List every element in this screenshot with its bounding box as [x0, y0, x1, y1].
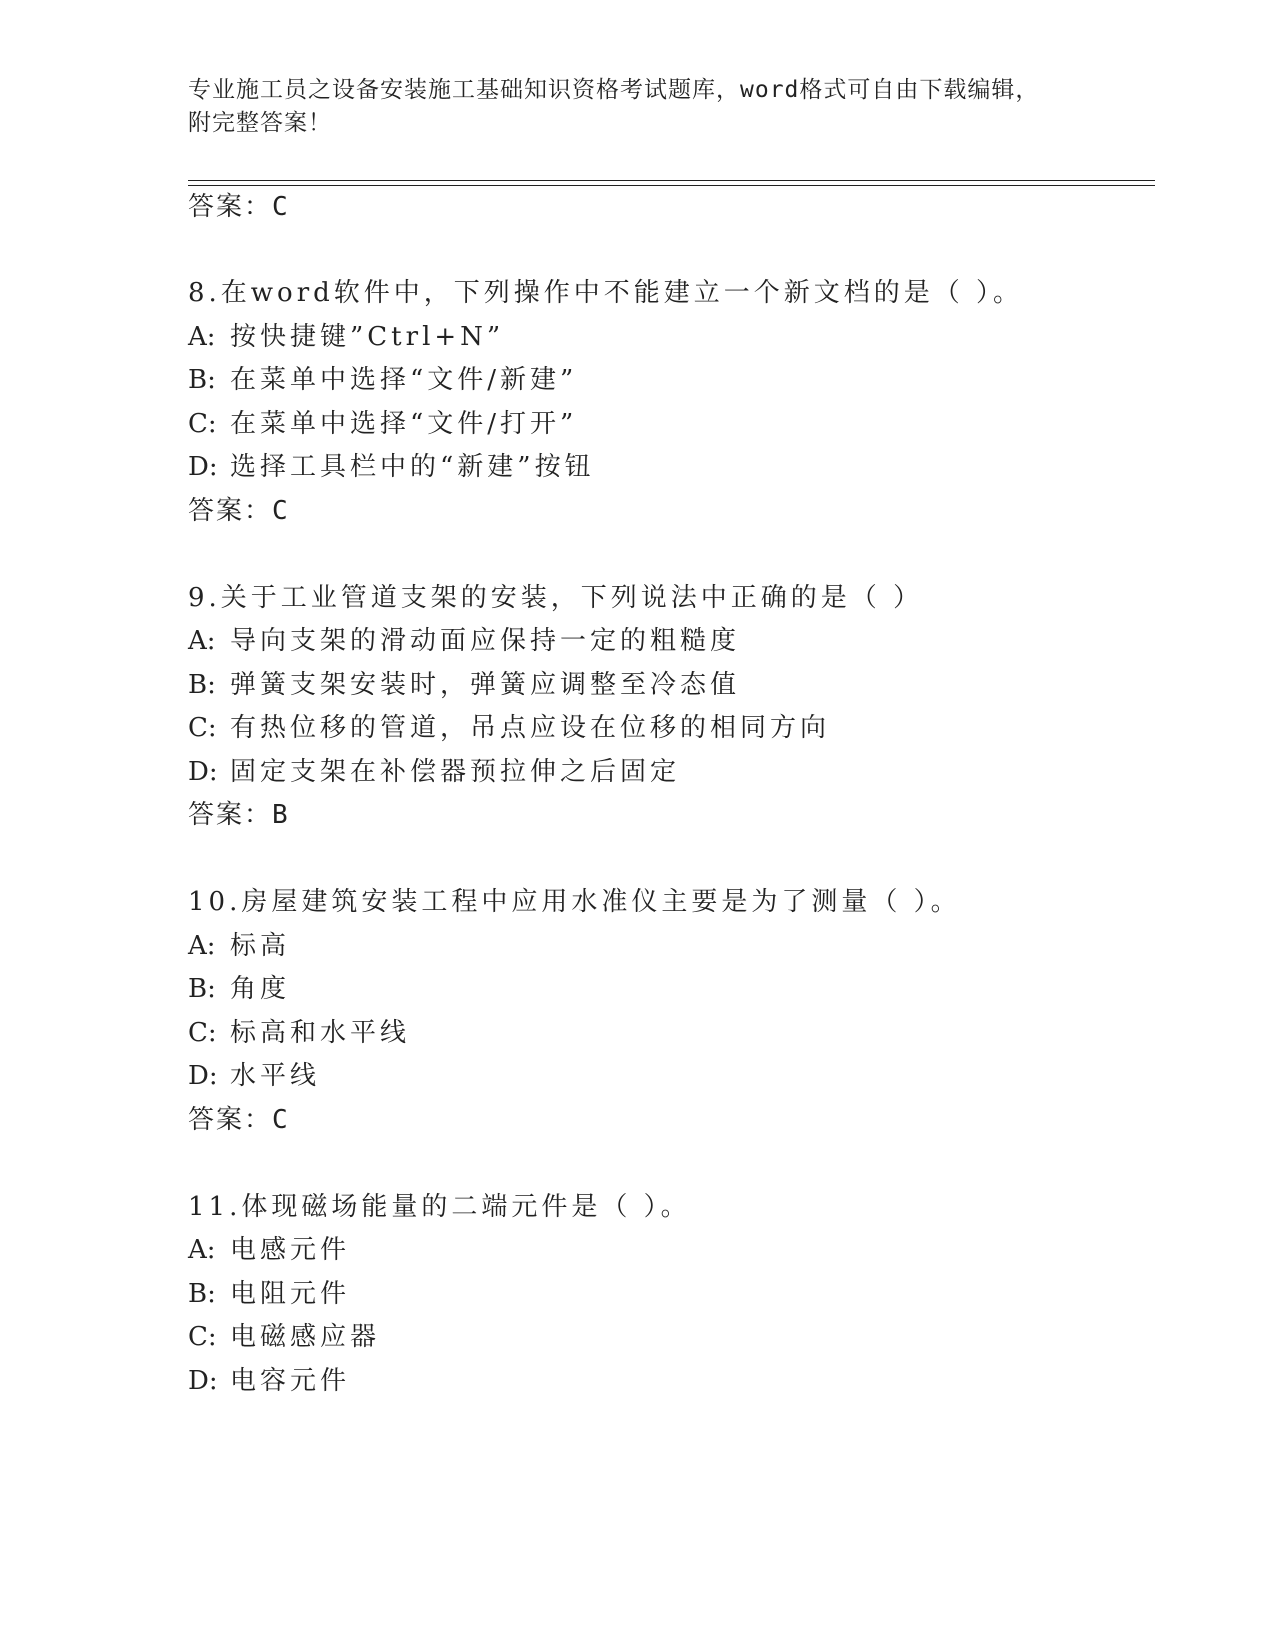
header-line-2: 附完整答案！	[188, 110, 332, 136]
option-text: 电感元件	[230, 1235, 351, 1265]
option-item	[188, 1233, 350, 1267]
option-item	[188, 450, 595, 484]
answer-line	[188, 190, 290, 224]
option-text: 标高	[230, 931, 291, 961]
answer-line	[188, 1103, 290, 1137]
answer-label: 答案：	[188, 800, 273, 830]
option-letter: A:	[188, 626, 216, 656]
option-letter: B:	[188, 974, 216, 1004]
option-item	[188, 1059, 320, 1093]
option-item	[188, 972, 290, 1006]
option-letter: D:	[188, 757, 218, 787]
option-letter: D:	[188, 1366, 218, 1396]
header-divider-bottom	[188, 185, 1155, 186]
option-item	[188, 624, 740, 658]
option-letter: C:	[188, 1018, 217, 1048]
answer-line	[188, 798, 290, 832]
option-text: 标高和水平线	[230, 1018, 411, 1048]
option-letter: C:	[188, 409, 217, 439]
answer-label: 答案：	[188, 1105, 273, 1135]
option-text: 按快捷键”Ctrl+N”	[230, 322, 505, 352]
option-item	[188, 320, 504, 354]
option-letter: A:	[188, 931, 216, 961]
option-text: 电阻元件	[230, 1279, 351, 1309]
option-text: 固定支架在补偿器预拉伸之后固定	[230, 757, 681, 787]
header-divider-top	[188, 180, 1155, 181]
option-text: 水平线	[230, 1061, 321, 1091]
question-stem: 8.在word软件中，下列操作中不能建立一个新文档的是（ ）。	[188, 278, 1024, 308]
answer-value: C	[272, 496, 290, 526]
option-item	[188, 755, 680, 789]
option-item	[188, 363, 577, 397]
option-text: 在菜单中选择“文件/打开”	[230, 409, 578, 439]
option-text: 电容元件	[230, 1366, 351, 1396]
question-stem: 9.关于工业管道支架的安装，下列说法中正确的是（ ）	[188, 583, 924, 613]
option-letter: B:	[188, 365, 216, 395]
option-item	[188, 929, 290, 963]
option-item	[188, 1277, 350, 1311]
document-header	[188, 74, 1088, 140]
option-text: 导向支架的滑动面应保持一定的粗糙度	[230, 626, 741, 656]
option-text: 有热位移的管道，吊点应设在位移的相同方向	[230, 713, 831, 743]
option-letter: C:	[188, 713, 217, 743]
option-item	[188, 1320, 380, 1354]
option-item	[188, 668, 740, 702]
question-stem: 11.体现磁场能量的二端元件是（ ）。	[188, 1192, 691, 1222]
option-letter: D:	[188, 1061, 218, 1091]
option-text: 角度	[230, 974, 291, 1004]
option-letter: B:	[188, 1279, 216, 1309]
answer-label: 答案：	[188, 496, 273, 526]
option-letter: B:	[188, 670, 216, 700]
option-text: 在菜单中选择“文件/新建”	[230, 365, 578, 395]
option-letter: A:	[188, 1235, 216, 1265]
option-text: 弹簧支架安装时，弹簧应调整至冷态值	[230, 670, 741, 700]
option-letter: C:	[188, 1322, 217, 1352]
answer-value: C	[272, 1105, 290, 1135]
header-line-1: 专业施工员之设备安装施工基础知识资格考试题库，word格式可自由下载编辑，	[188, 77, 1040, 103]
option-item	[188, 1364, 350, 1398]
option-text: 电磁感应器	[230, 1322, 381, 1352]
option-letter: D:	[188, 452, 218, 482]
option-letter: A:	[188, 322, 216, 352]
answer-value: B	[272, 800, 290, 830]
answer-value: C	[272, 192, 290, 222]
answer-label: 答案：	[188, 192, 273, 222]
option-item	[188, 711, 830, 745]
option-item	[188, 1016, 410, 1050]
option-item	[188, 407, 577, 441]
question-stem: 10.房屋建筑安装工程中应用水准仪主要是为了测量（ ）。	[188, 887, 961, 917]
answer-line	[188, 494, 290, 528]
option-text: 选择工具栏中的“新建”按钮	[230, 452, 595, 482]
